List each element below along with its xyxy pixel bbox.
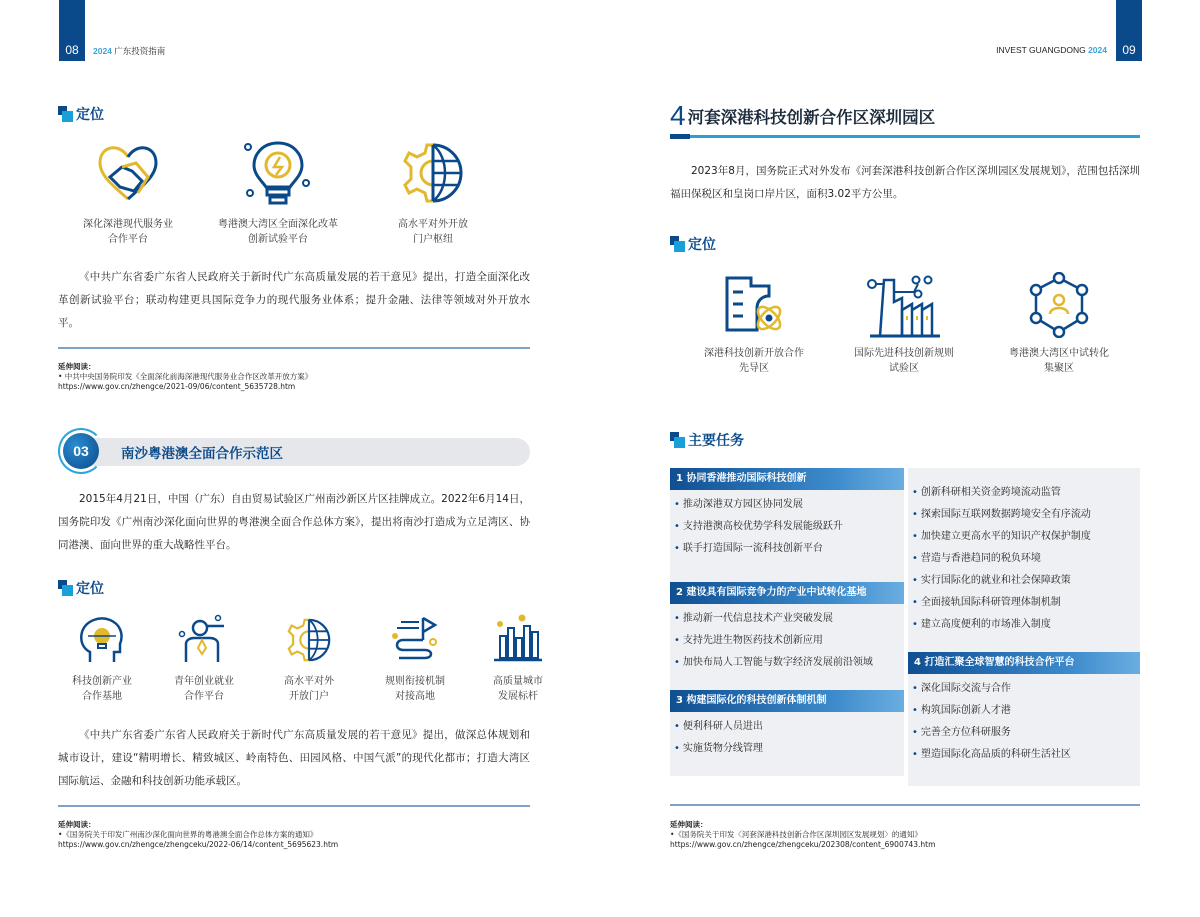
label-square-icon bbox=[670, 236, 686, 252]
task-item: • 加快布局人工智能与数字经济发展前沿领域 bbox=[674, 652, 904, 674]
position-caption: 国际先进科技创新规则 试验区 bbox=[854, 348, 954, 374]
further-reading-link[interactable]: https://www.gov.cn/zhengce/zhengceku/202308/content_6900743.htm bbox=[670, 840, 936, 849]
position-caption: 高水平对外开放 门户枢纽 bbox=[398, 219, 468, 245]
positioning-icons-row bbox=[68, 137, 498, 247]
further-reading bbox=[58, 362, 530, 392]
position-item bbox=[984, 272, 1134, 376]
task-item: • 支持先进生物医药技术创新应用 bbox=[674, 630, 904, 652]
city-bars-icon bbox=[492, 614, 544, 666]
task-header: 1 协同香港推动国际科技创新 bbox=[670, 468, 904, 490]
young-entrepreneur-icon bbox=[178, 614, 230, 666]
task-item: • 联手打造国际一流科技创新平台 bbox=[674, 538, 904, 560]
lightbulb-icon bbox=[242, 137, 314, 209]
flag-path-icon bbox=[389, 614, 441, 666]
position-item bbox=[188, 137, 368, 247]
position-item bbox=[684, 272, 824, 376]
page-number: 08 bbox=[65, 43, 79, 57]
task-item: • 推动深港双方园区协同发展 bbox=[674, 494, 904, 516]
task-item: • 加快建立更高水平的知识产权保护制度 bbox=[912, 526, 1140, 548]
further-reading bbox=[58, 820, 530, 850]
section-title: 河套深港科技创新合作区深圳园区 bbox=[687, 108, 936, 127]
task-item: • 便利科研人员进出 bbox=[674, 716, 904, 738]
task-item: • 实施货物分线管理 bbox=[674, 738, 904, 760]
tasks-left-column bbox=[670, 468, 904, 786]
section-label-positioning bbox=[58, 578, 104, 598]
position-caption: 青年创业就业 合作平台 bbox=[174, 676, 234, 702]
further-reading bbox=[670, 820, 1140, 850]
task-item: • 创新科研相关资金跨境流动监管 bbox=[912, 482, 1140, 504]
task-body bbox=[670, 712, 904, 776]
position-item bbox=[824, 272, 984, 376]
section-03-banner bbox=[58, 428, 530, 474]
label-text: 主要任务 bbox=[688, 433, 744, 449]
position-caption: 科技创新产业 合作基地 bbox=[72, 676, 132, 702]
page-number: 09 bbox=[1122, 43, 1136, 57]
label-text: 定位 bbox=[688, 237, 716, 253]
position-item bbox=[152, 614, 256, 704]
task-item: • 全面接轨国际科研管理体制机制 bbox=[912, 592, 1140, 614]
running-head bbox=[93, 45, 165, 57]
further-reading-item: • 中共中央国务院印发《全面深化前海深港现代服务业合作区改革开放方案》 bbox=[58, 372, 313, 381]
further-reading-title: 延伸阅读： bbox=[58, 820, 96, 829]
position-caption: 粤港澳大湾区中试转化 集聚区 bbox=[1009, 348, 1109, 374]
task-header: 2 建设具有国际竞争力的产业中试转化基地 bbox=[670, 582, 904, 604]
positioning-icons-row bbox=[52, 614, 568, 704]
divider bbox=[670, 804, 1140, 806]
task-item: • 完善全方位科研服务 bbox=[912, 722, 1140, 744]
label-square-icon bbox=[58, 580, 74, 596]
handshake-heart-icon bbox=[92, 137, 164, 209]
section03-intro: 2015年4月21日，中国（广东）自由贸易试验区广州南沙新区片区挂牌成立。2022年6月14日，国务院印发《广州南沙深化面向世界的粤港澳全面合作总体方案》，提出将南沙打造成为立足湾区、协同港澳、面向世界的重大战略性平台。 bbox=[58, 493, 530, 551]
position-caption: 规则衔接机制 对接高地 bbox=[385, 676, 445, 702]
section-label-main-tasks bbox=[670, 430, 744, 450]
task-item: • 探索国际互联网数据跨境安全有序流动 bbox=[912, 504, 1140, 526]
position-caption: 深化深港现代服务业 合作平台 bbox=[83, 219, 173, 245]
position-caption: 高质量城市 发展标杆 bbox=[493, 676, 543, 702]
running-head bbox=[996, 45, 1107, 55]
position-caption: 粤港澳大湾区全面深化改革 创新试验平台 bbox=[218, 219, 338, 245]
tasks-right-column bbox=[908, 468, 1140, 786]
label-text: 定位 bbox=[76, 581, 104, 597]
section-label-positioning bbox=[58, 104, 104, 124]
section-number: 4 bbox=[670, 100, 686, 131]
further-reading-item: •《国务院关于印发广州南沙深化面向世界的粤港澳全面合作总体方案的通知》 bbox=[58, 830, 318, 839]
task-item: • 塑造国际化高品质的科研生活社区 bbox=[912, 744, 1140, 766]
label-square-icon bbox=[58, 106, 74, 122]
section-label-positioning bbox=[670, 234, 716, 254]
task-body bbox=[908, 674, 1140, 766]
main-tasks-panel bbox=[670, 468, 1140, 786]
network-person-icon bbox=[1026, 272, 1092, 338]
task-body bbox=[670, 604, 904, 690]
section-number-badge: 03 bbox=[63, 433, 99, 469]
task-body bbox=[908, 468, 1140, 652]
task-item: • 实行国际化的就业和社会保障政策 bbox=[912, 570, 1140, 592]
gear-globe-icon bbox=[283, 614, 335, 666]
position-item bbox=[68, 137, 188, 247]
position-item bbox=[368, 137, 498, 247]
task-body bbox=[670, 490, 904, 582]
running-head-year: 2024 bbox=[1088, 45, 1107, 55]
task-item: • 深化国际交流与合作 bbox=[912, 678, 1140, 700]
positioning-icons-row bbox=[684, 272, 1134, 376]
label-text: 定位 bbox=[76, 107, 104, 123]
task-item: • 构筑国际创新人才港 bbox=[912, 700, 1140, 722]
task-header: 4 打造汇聚全球智慧的科技合作平台 bbox=[908, 652, 1140, 674]
section4-intro: 2023年8月，国务院正式对外发布《河套深港科技创新合作区深圳园区发展规划》，范围包括深圳福田保税区和皇岗口岸片区，面积3.02平方公里。 bbox=[670, 165, 1140, 200]
page-number-tab bbox=[1116, 0, 1142, 61]
section03-paragraph: 《中共广东省委广东省人民政府关于新时代广东高质量发展的若干意见》提出，做深总体规划和城市设计，建设“精明增长、精致城区、岭南特色、田园风格、中国气派”的现代化都市；打造大湾区国际航运、金融和科技创新功能承载区。 bbox=[58, 729, 530, 787]
task-item: • 支持港澳高校优势学科发展能级跃升 bbox=[674, 516, 904, 538]
divider bbox=[58, 805, 530, 807]
task-item: • 建立高度便利的市场准入制度 bbox=[912, 614, 1140, 636]
head-lightbulb-icon bbox=[76, 614, 128, 666]
section1-paragraph: 《中共广东省委广东省人民政府关于新时代广东高质量发展的若干意见》提出，打造全面深化改革创新试验平台；联动构建更具国际竞争力的现代服务业体系；提升金融、法律等领域对外开放水平。 bbox=[58, 271, 530, 329]
position-caption: 高水平对外 开放门户 bbox=[284, 676, 334, 702]
section-4-heading bbox=[670, 100, 1140, 132]
divider bbox=[58, 347, 530, 349]
further-reading-link[interactable]: https://www.gov.cn/zhengce/2021-09/06/content_5635728.htm bbox=[58, 382, 296, 391]
position-item bbox=[362, 614, 468, 704]
document-atom-icon bbox=[721, 272, 787, 338]
further-reading-title: 延伸阅读： bbox=[58, 362, 96, 371]
position-item bbox=[52, 614, 152, 704]
position-item bbox=[256, 614, 362, 704]
task-header: 3 构建国际化的科技创新体制机制 bbox=[670, 690, 904, 712]
running-head-title: INVEST GUANGDONG bbox=[996, 45, 1086, 55]
further-reading-link[interactable]: https://www.gov.cn/zhengce/zhengceku/2022-06/14/content_5695623.htm bbox=[58, 840, 339, 849]
label-square-icon bbox=[670, 432, 686, 448]
position-caption: 深港科技创新开放合作 先导区 bbox=[704, 348, 804, 374]
section-title: 南沙粤港澳全面合作示范区 bbox=[121, 446, 283, 462]
further-reading-title: 延伸阅读： bbox=[670, 820, 708, 829]
running-head-year: 2024 bbox=[93, 46, 112, 56]
further-reading-item: •《国务院关于印发〈河套深港科技创新合作区深圳园区发展规划〉的通知》 bbox=[670, 830, 922, 839]
task-item: • 推动新一代信息技术产业突破发展 bbox=[674, 608, 904, 630]
factory-network-icon bbox=[866, 272, 942, 338]
task-item: • 营造与香港趋同的税负环境 bbox=[912, 548, 1140, 570]
position-item bbox=[468, 614, 568, 704]
heading-underline bbox=[670, 135, 1140, 138]
page-number-tab bbox=[59, 0, 85, 61]
gear-globe-icon bbox=[397, 137, 469, 209]
running-head-title: 广东投资指南 bbox=[114, 46, 166, 56]
